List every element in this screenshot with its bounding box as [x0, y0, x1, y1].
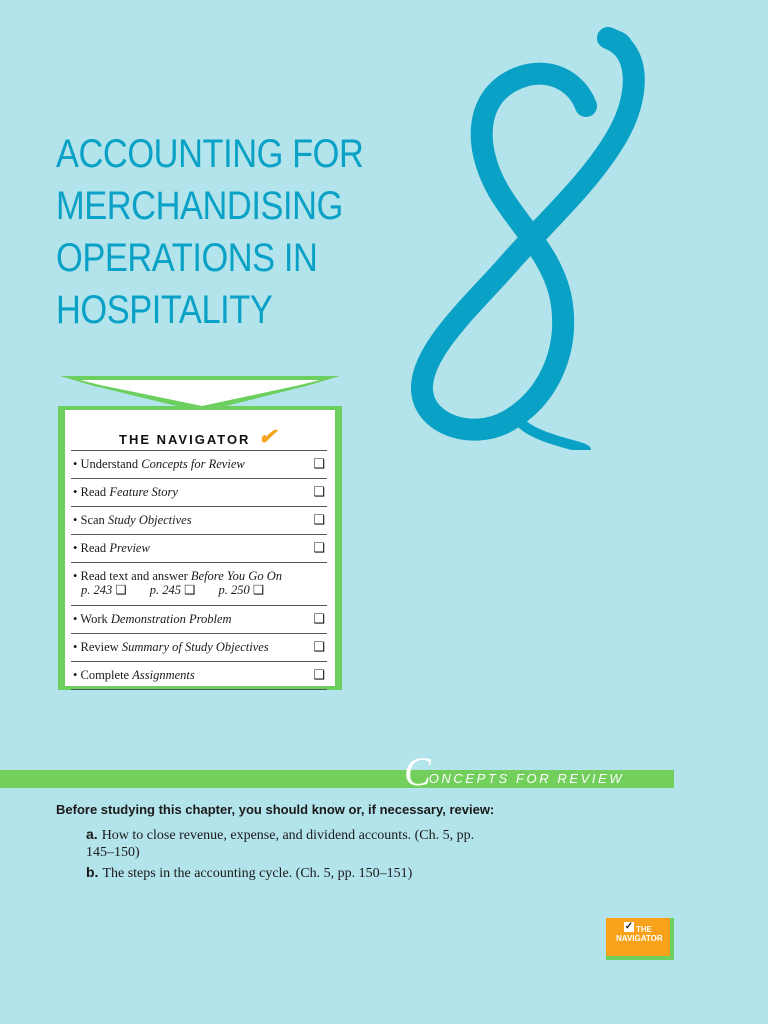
check-icon: ✔: [258, 424, 277, 449]
item-emphasis: Assignments: [132, 668, 195, 682]
item-text: • Read: [73, 485, 110, 499]
badge-check-icon: ✓: [624, 921, 634, 932]
page-checklist: [73, 583, 327, 597]
navigator-panel: [65, 410, 335, 686]
item-emphasis: Preview: [109, 541, 150, 555]
checkbox-icon[interactable]: ❑: [313, 540, 325, 555]
title-line-4: HOSPITALITY: [56, 288, 273, 332]
item-emphasis: Summary of Study Objectives: [121, 640, 269, 654]
checkbox-icon[interactable]: ❑: [313, 611, 325, 626]
page-check-item: [81, 583, 137, 597]
page-ref: p. 245: [149, 583, 181, 597]
heading-rest: ONCEPTS FOR REVIEW: [428, 771, 625, 786]
item-text: • Complete: [73, 668, 133, 682]
item-emphasis: Study Objectives: [107, 513, 192, 527]
item-text: • Scan: [73, 513, 108, 527]
review-item-letter: a.: [86, 826, 98, 842]
checkbox-icon[interactable]: ❑: [115, 583, 127, 597]
checklist-item: [71, 478, 327, 506]
checkbox-icon[interactable]: ❑: [313, 484, 325, 499]
review-item-letter: b.: [86, 864, 99, 880]
page-check-item: [218, 583, 274, 597]
chapter-title: [56, 128, 383, 336]
item-text: • Read text and answer: [73, 569, 191, 583]
review-intro: Before studying this chapter, you should know or, if necessary, review:: [56, 802, 495, 817]
checkbox-icon[interactable]: ❑: [313, 639, 325, 654]
item-emphasis: Before You Go On: [190, 569, 282, 583]
item-emphasis: Feature Story: [109, 485, 178, 499]
page-ref: p. 250: [218, 583, 250, 597]
review-item-text: How to close revenue, expense, and dividend accounts. (Ch. 5, pp. 145–150): [86, 828, 475, 860]
chapter-number-8-graphic: [380, 20, 660, 450]
checklist-item: [71, 534, 327, 562]
title-line-2: MERCHANDISING: [56, 184, 343, 228]
checkbox-icon[interactable]: ❑: [313, 512, 325, 527]
concepts-for-review-heading: [404, 749, 625, 794]
checklist-item: [71, 562, 327, 605]
page-ref: p. 243: [81, 583, 113, 597]
navigator-checklist: [71, 450, 327, 690]
title-line-1: ACCOUNTING FOR: [56, 132, 364, 176]
checklist-item: [71, 506, 327, 534]
navigator-heading-text: THE NAVIGATOR: [119, 432, 251, 447]
page-check-item: [150, 583, 206, 597]
checklist-item: [71, 605, 327, 633]
review-item: [86, 864, 486, 882]
badge-line-2: NAVIGATOR: [616, 934, 663, 943]
badge-line-1: THE: [636, 925, 652, 934]
heading-initial: C: [404, 749, 431, 794]
review-item: [86, 826, 486, 861]
checkbox-icon[interactable]: ❑: [313, 667, 325, 682]
item-emphasis: Demonstration Problem: [110, 612, 232, 626]
navigator-heading: [119, 424, 277, 450]
item-text: • Review: [73, 640, 122, 654]
review-item-text: The steps in the accounting cycle. (Ch. 5, pp. 150–151): [102, 866, 413, 881]
checkbox-icon[interactable]: ❑: [252, 583, 265, 597]
checklist-item: [71, 661, 327, 690]
title-line-3: OPERATIONS IN: [56, 236, 318, 280]
checklist-item: [71, 450, 327, 478]
checkbox-icon[interactable]: ❑: [313, 456, 325, 471]
checklist-item: [71, 633, 327, 661]
checkbox-icon[interactable]: ❑: [184, 583, 196, 597]
item-text: • Work: [73, 612, 111, 626]
item-emphasis: Concepts for Review: [141, 457, 245, 471]
navigator-box: [58, 406, 342, 690]
item-text: • Understand: [73, 457, 142, 471]
navigator-badge[interactable]: [606, 918, 674, 960]
item-text: • Read: [73, 541, 110, 555]
